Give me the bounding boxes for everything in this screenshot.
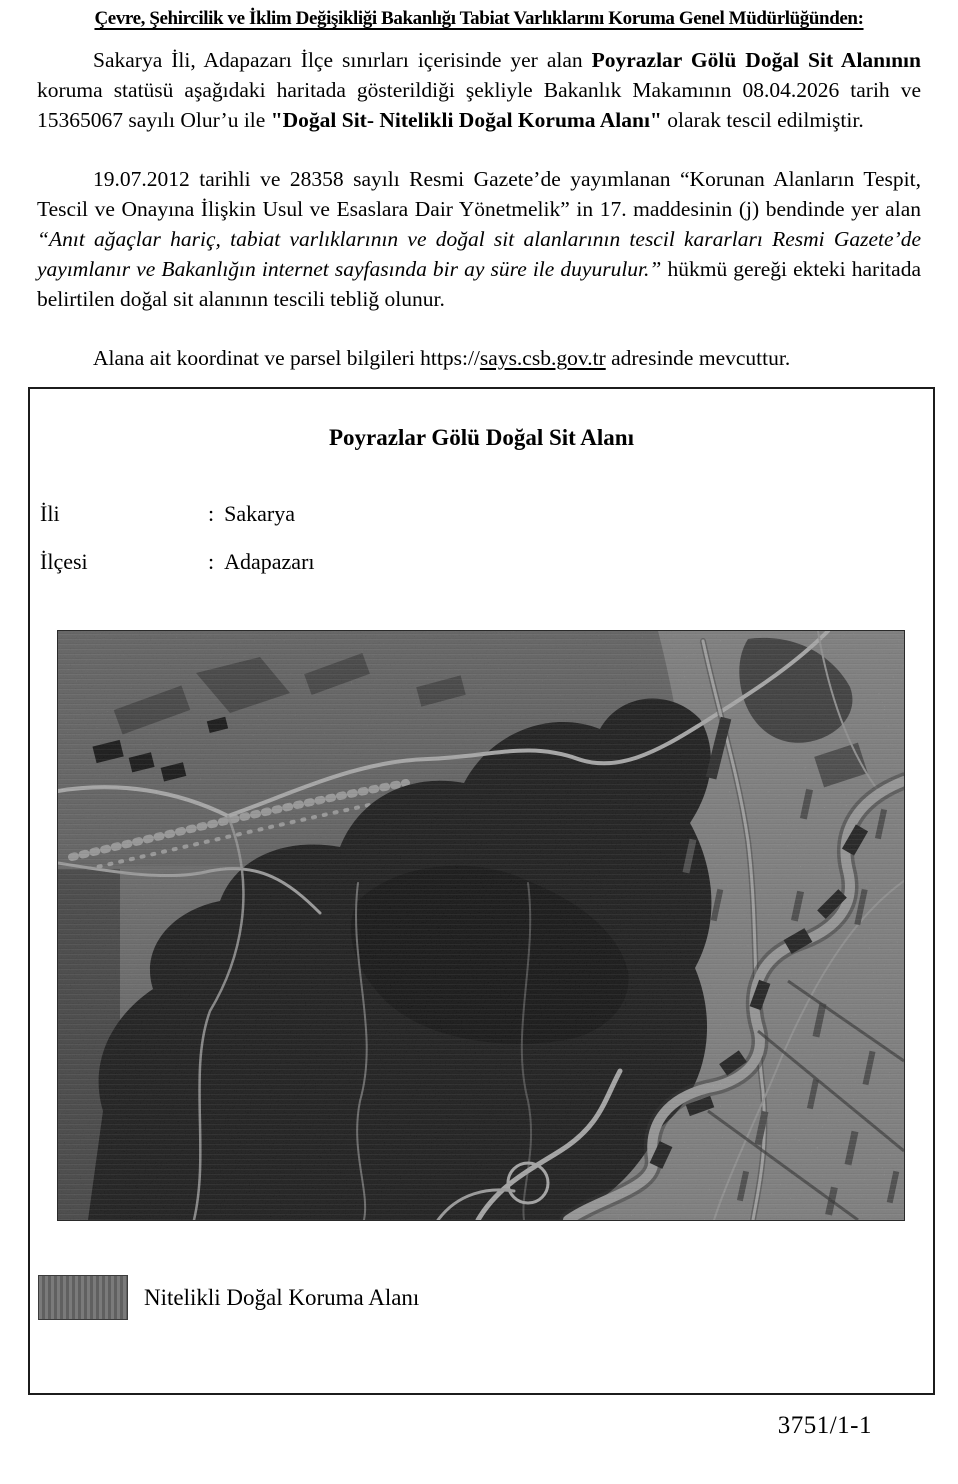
legend-swatch bbox=[38, 1275, 128, 1320]
says-url-link[interactable]: says.csb.gov.tr bbox=[479, 346, 606, 370]
paragraph-3-tail: adresinde mevcuttur. bbox=[605, 346, 791, 370]
paragraph-1-mid: koruma statüsü aşağıdaki haritada gösterildiği şekliyle Bakanlık Makamının 08.04.2026 tarih ve 15365067 sayılı Olur’u ile bbox=[37, 78, 921, 132]
map-card bbox=[28, 387, 935, 1395]
paragraph-registration bbox=[37, 45, 921, 135]
province-value: Sakarya bbox=[224, 501, 295, 526]
paragraph-address bbox=[37, 343, 921, 373]
field-row-province bbox=[40, 499, 925, 529]
regulation-quote-italic: “Anıt ağaçlar hariç, tabiat varlıklarının ve doğal sit alanlarının tescil kararları Resmi Gazete’de yayımlanır ve Bakanlığın internet sayfasında bir ay süre ile duyurulur.” bbox=[37, 227, 921, 281]
paragraph-regulation bbox=[37, 164, 921, 314]
satellite-map-graphic bbox=[58, 631, 904, 1220]
district-colon: : bbox=[208, 549, 215, 574]
paragraph-2-tail: hükmü gereği ekteki haritada belirtilen doğal sit alanının tescili tebliğ olunur. bbox=[37, 257, 921, 311]
satellite-map bbox=[57, 630, 905, 1221]
paragraph-1-lead: Sakarya İli, Adapazarı İlçe sınırları içerisinde yer alan bbox=[93, 48, 592, 72]
paragraph-2-lead: 19.07.2012 tarihli ve 28358 sayılı Resmi Gazete’de yayımlanan “Korunan Alanların Tespit, Tescil ve Onayına İlişkin Usul ve Esaslara Dair Yönetmelik” in 17. maddesinin (j) bendinde yer alan bbox=[37, 167, 921, 221]
field-row-district bbox=[40, 547, 925, 577]
district-value: Adapazarı bbox=[224, 549, 315, 574]
paragraph-3-lead: Alana ait koordinat ve parsel bilgileri https:// bbox=[93, 346, 480, 370]
status-name-bold: "Doğal Sit- Nitelikli Doğal Koruma Alanı" bbox=[270, 108, 662, 132]
legend-label: Nitelikli Doğal Koruma Alanı bbox=[144, 1284, 420, 1310]
map-card-title: Poyrazlar Gölü Doğal Sit Alanı bbox=[329, 425, 634, 450]
province-colon: : bbox=[208, 501, 215, 526]
site-name-bold: Poyrazlar Gölü Doğal Sit Alanının bbox=[591, 48, 921, 72]
province-label: İli bbox=[40, 501, 60, 526]
location-fields bbox=[40, 499, 925, 577]
gazette-reference-number: 3751/1-1 bbox=[777, 1412, 872, 1439]
paragraph-1-tail: olarak tescil edilmiştir. bbox=[661, 108, 864, 132]
page-title: Çevre, Şehircilik ve İklim Değişikliği Bakanlığı Tabiat Varlıklarını Koruma Genel Müdürlüğünden: bbox=[94, 8, 864, 29]
document-body bbox=[0, 45, 958, 373]
district-label: İlçesi bbox=[40, 549, 88, 574]
legend bbox=[38, 1275, 925, 1320]
